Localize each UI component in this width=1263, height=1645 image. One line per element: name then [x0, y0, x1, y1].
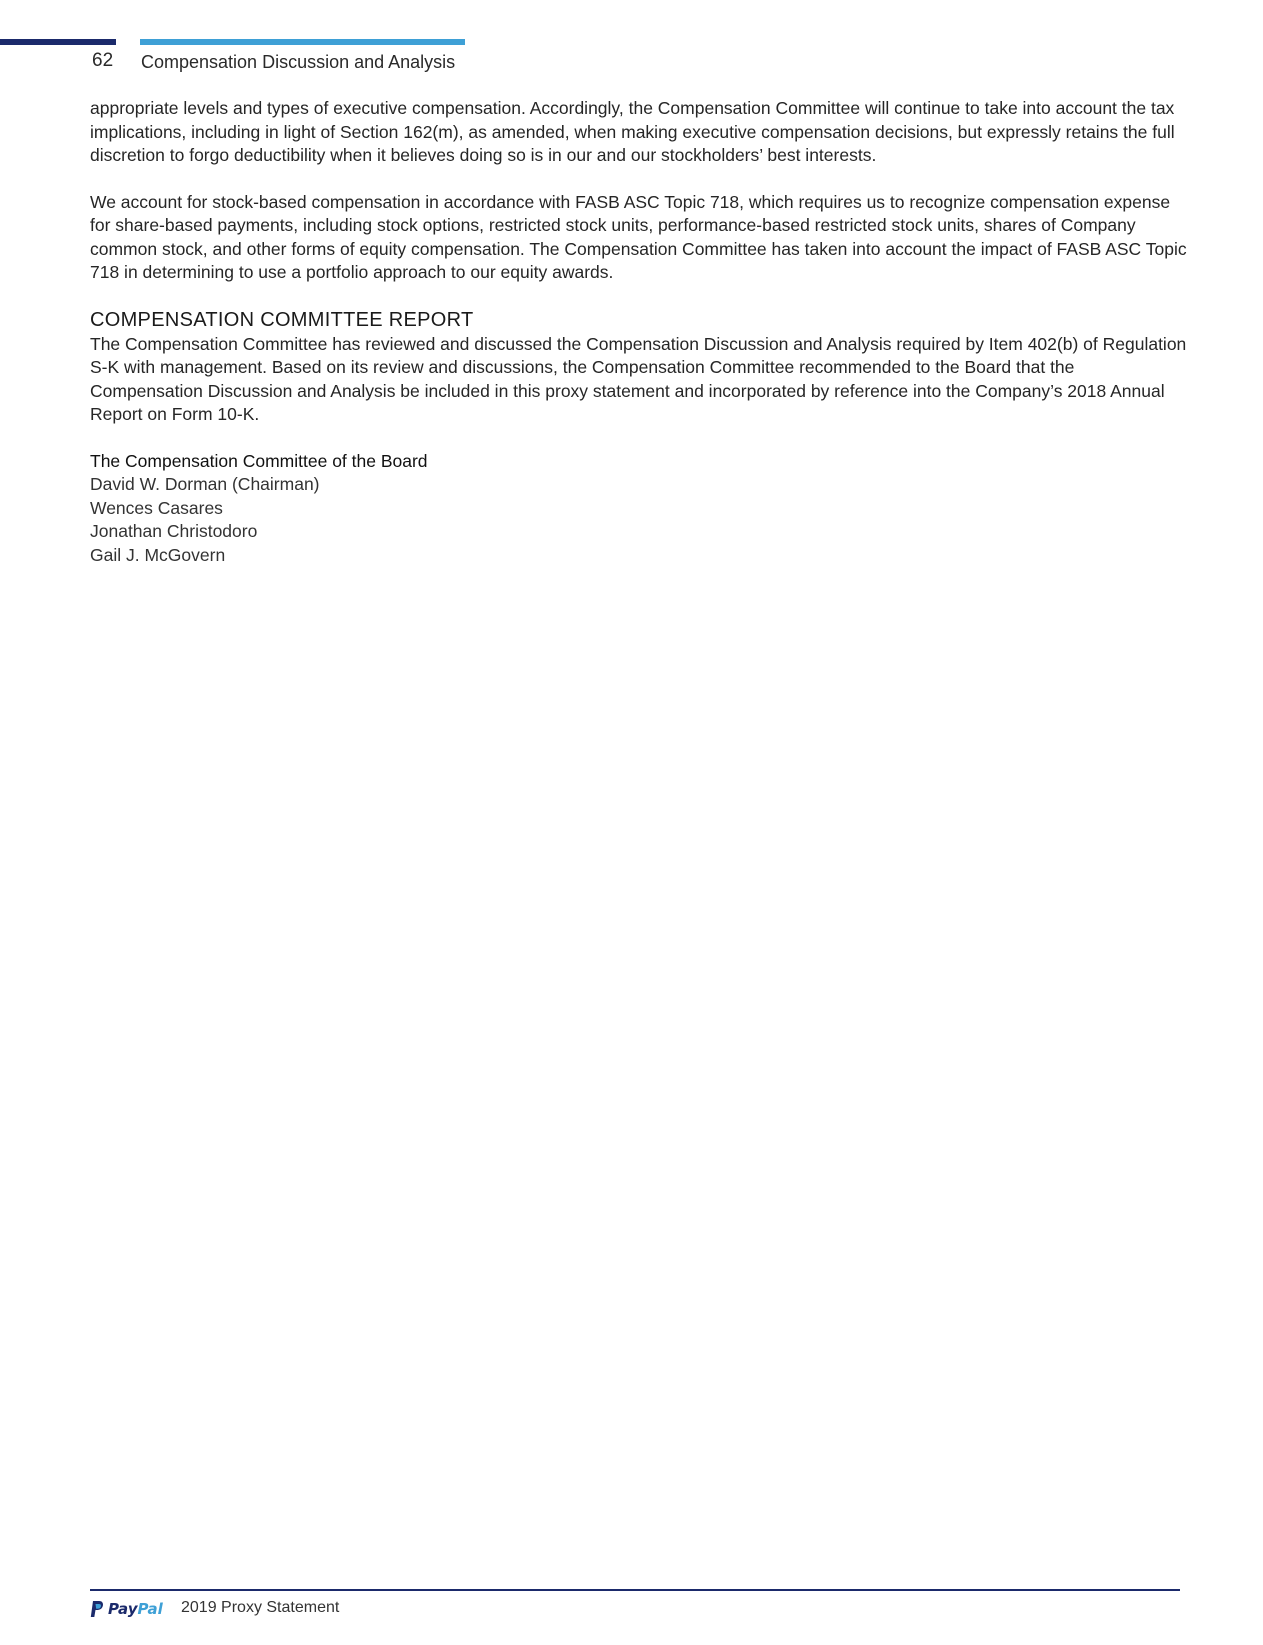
paypal-wordmark	[108, 1600, 163, 1618]
paypal-logo-icon	[90, 1600, 104, 1618]
committee-member: Jonathan Christodoro	[90, 521, 258, 541]
footer-document-title: 2019 Proxy Statement	[181, 1599, 340, 1616]
paragraph-stock-based-compensation: We account for stock-based compensation in accordance with FASB ASC Topic 718, which requires us to recognize compensation expense for share-based payments, including stock options, restricted stock units, performance-based restricted stock units, shares of Company common stock, and other forms of equity compensation. The Compensation Committee has taken into account the impact of FASB ASC Topic 718 in determining to use a portfolio approach to our equity awards.	[90, 191, 1187, 282]
header-accent-bar-light	[140, 39, 465, 45]
signature-title: The Compensation Committee of the Board	[90, 450, 428, 471]
committee-member: Wences Casares	[90, 497, 223, 518]
committee-member: Gail J. McGovern	[90, 544, 226, 565]
section-heading-committee-report: COMPENSATION COMMITTEE REPORT	[90, 308, 474, 331]
page-content	[90, 97, 1190, 567]
header-accent-bar-dark	[0, 39, 116, 45]
paypal-wordmark-pal: Pal	[137, 1600, 163, 1618]
footer-rule	[90, 1589, 1180, 1591]
paypal-wordmark-pay: Pay	[108, 1600, 138, 1618]
paragraph-committee-report: The Compensation Committee has reviewed and discussed the Compensation Discussion and Analysis required by Item 402(b) of Regulation S-K with management. Based on its review and discussions, the Compensation Committee recommended to the Board that the Compensation Discussion and Analysis be included in this proxy statement and incorporated by reference into the Company’s 2018 Annual Report on Form 10-K.	[90, 333, 1187, 424]
committee-member: David W. Dorman (Chairman)	[90, 474, 320, 494]
page-number: 62	[92, 50, 114, 71]
signature-block	[90, 450, 1190, 568]
running-header-title: Compensation Discussion and Analysis	[141, 52, 456, 72]
paypal-logo	[90, 1600, 163, 1618]
paragraph-tax-deductibility: appropriate levels and types of executive compensation. Accordingly, the Compensation Committee will continue to take into account the tax implications, including in light of Section 162(m), as amended, when making executive compensation decisions, but expressly retains the full discretion to forgo deductibility when it believes doing so is in our and our stockholders’ best interests.	[90, 98, 1175, 165]
